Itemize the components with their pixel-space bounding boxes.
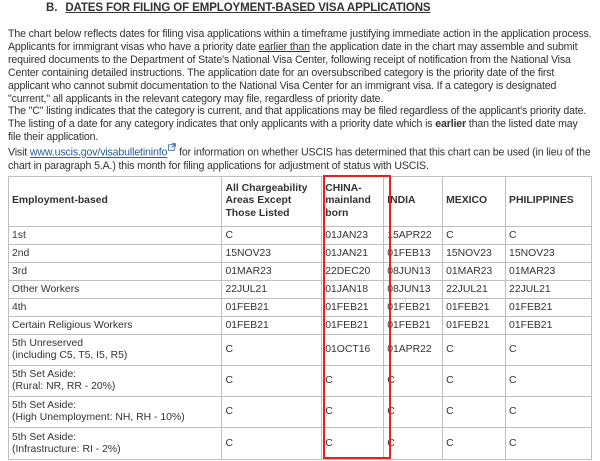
cell-all: 01FEB21 <box>222 317 322 335</box>
section-letter: B. <box>46 2 58 14</box>
cell-all: 22JUL21 <box>222 281 322 299</box>
table-row <box>9 281 592 299</box>
cell-philippines: 22JUL21 <box>506 281 592 299</box>
cell-mexico: 15NOV23 <box>443 245 506 263</box>
table-row <box>9 245 592 263</box>
uscis-paragraph <box>8 143 592 173</box>
cell-india: 01FEB13 <box>384 245 443 263</box>
cell-china: 01OCT16 <box>322 335 384 366</box>
cell-mexico: C <box>443 366 506 397</box>
cell-china: 22DEC20 <box>322 263 384 281</box>
cell-all: C <box>222 428 322 460</box>
cell-all: C <box>222 227 322 245</box>
current-text-2: than the listed date may file their application. <box>8 118 578 144</box>
header-category: Employment-based <box>9 177 222 227</box>
cell-philippines: C <box>506 335 592 366</box>
intro-paragraph <box>8 28 592 107</box>
cell-china: C <box>322 397 384 428</box>
cell-philippines: 01FEB21 <box>506 299 592 317</box>
cell-mexico: 01FEB21 <box>443 317 506 335</box>
filing-dates-table <box>8 176 592 460</box>
cell-mexico: C <box>443 335 506 366</box>
intro-underlined: earlier than <box>258 41 310 54</box>
cell-mexico: 22JUL21 <box>443 281 506 299</box>
cell-philippines: C <box>506 428 592 460</box>
cell-category: 2nd <box>9 245 222 263</box>
cell-china: 01FEB21 <box>322 299 384 317</box>
cell-china: 01JAN18 <box>322 281 384 299</box>
cell-mexico: 01MAR23 <box>443 263 506 281</box>
cell-china: 01JAN21 <box>322 245 384 263</box>
cell-india: 08JUN13 <box>384 281 443 299</box>
cell-category: 3rd <box>9 263 222 281</box>
current-text-1: The "C" listing indicates that the category is current, and that applications may be filed regardless of the applicant's priority date. The listing of a date for any category indicates that only applicants with a priority date which is <box>8 105 587 131</box>
cell-category <box>9 366 222 397</box>
cell-all: C <box>222 335 322 366</box>
cell-india: 08JUN13 <box>384 263 443 281</box>
cell-india: 01FEB21 <box>384 299 443 317</box>
cell-india: C <box>384 428 443 460</box>
uscis-text-1: Visit <box>8 146 30 159</box>
current-paragraph <box>8 105 592 144</box>
cell-mexico: C <box>443 227 506 245</box>
cell-category: 4th <box>9 299 222 317</box>
table-header-row <box>9 177 592 227</box>
cell-philippines: C <box>506 397 592 428</box>
cell-category: 1st <box>9 227 222 245</box>
cell-all: 15NOV23 <box>222 245 322 263</box>
cell-philippines: 01FEB21 <box>506 317 592 335</box>
cell-category: Other Workers <box>9 281 222 299</box>
table-row <box>9 299 592 317</box>
cell-india: 01FEB21 <box>384 317 443 335</box>
table-row <box>9 335 592 366</box>
cell-philippines: 15NOV23 <box>506 245 592 263</box>
category-line-2: (High Unemployment: NH, RH - 10%) <box>12 412 185 423</box>
category-line-1: 5th Set Aside: <box>12 369 77 380</box>
section-heading <box>46 2 430 14</box>
section-title: DATES FOR FILING OF EMPLOYMENT-BASED VISA APPLICATIONS <box>65 2 431 14</box>
cell-mexico: C <box>443 428 506 460</box>
cell-philippines: C <box>506 366 592 397</box>
header-mexico: MEXICO <box>443 177 506 227</box>
cell-china: C <box>322 428 384 460</box>
cell-philippines: 01MAR23 <box>506 263 592 281</box>
table-row <box>9 317 592 335</box>
cell-category <box>9 397 222 428</box>
category-line-2: (including C5, T5, I5, R5) <box>12 350 128 361</box>
cell-china: 01FEB21 <box>322 317 384 335</box>
header-philippines: PHILIPPINES <box>506 177 592 227</box>
category-line-2: (Infrastructure: RI - 2%) <box>12 443 121 455</box>
table-row <box>9 263 592 281</box>
cell-india: 01APR22 <box>384 335 443 366</box>
cell-all: 01FEB21 <box>222 299 322 317</box>
table-row <box>9 227 592 245</box>
table-row <box>9 428 592 460</box>
uscis-text-2: for information on whether USCIS has determined that this chart can be used (in lieu of the chart in paragraph 5.A.) this month for filing applications for adjustment of status with USCIS. <box>8 146 591 172</box>
intro-text-1: The chart below reflects dates for filing visa applications within a timeframe justifying immediate action in the application process. Applicants for immigrant visas who have a priority date <box>8 28 592 54</box>
cell-category <box>9 335 222 366</box>
cell-india: 15APR22 <box>384 227 443 245</box>
uscis-link[interactable]: www.uscis.gov/visabulletininfo <box>29 146 168 159</box>
header-china: CHINA-mainland born <box>322 177 384 227</box>
cell-category <box>9 428 222 460</box>
table-row <box>9 366 592 397</box>
table-row <box>9 397 592 428</box>
cell-china: C <box>322 366 384 397</box>
category-line-1: 5th Set Aside: <box>12 400 77 411</box>
cell-china: 01JAN23 <box>322 227 384 245</box>
cell-india: C <box>384 397 443 428</box>
current-bold: earlier <box>435 118 466 131</box>
cell-philippines: C <box>506 227 592 245</box>
cell-india: C <box>384 366 443 397</box>
cell-mexico: C <box>443 397 506 428</box>
header-all-chargeability: All Chargeability Areas Except Those Listed <box>222 177 322 227</box>
cell-all: C <box>222 366 322 397</box>
category-line-1: 5th Set Aside: <box>12 431 77 443</box>
intro-text-2: the application date in the chart may assemble and submit required documents to the Department of State's National Visa Center, following receipt of notification from the National Visa Center containing detailed instructions. The application date for an oversubscribed category is the priority date of the first applicant who cannot submit documentation to the National Visa Center for an immigrant visa. If a category is designated "current," all applicants in the relevant category may file, regardless of priority date. <box>8 41 578 106</box>
cell-category: Certain Religious Workers <box>9 317 222 335</box>
category-line-1: 5th Unreserved <box>12 338 84 349</box>
cell-mexico: 01FEB21 <box>443 299 506 317</box>
header-india: INDIA <box>384 177 443 227</box>
category-line-2: (Rural: NR, RR - 20%) <box>12 381 116 392</box>
cell-all: C <box>222 397 322 428</box>
cell-all: 01MAR23 <box>222 263 322 281</box>
